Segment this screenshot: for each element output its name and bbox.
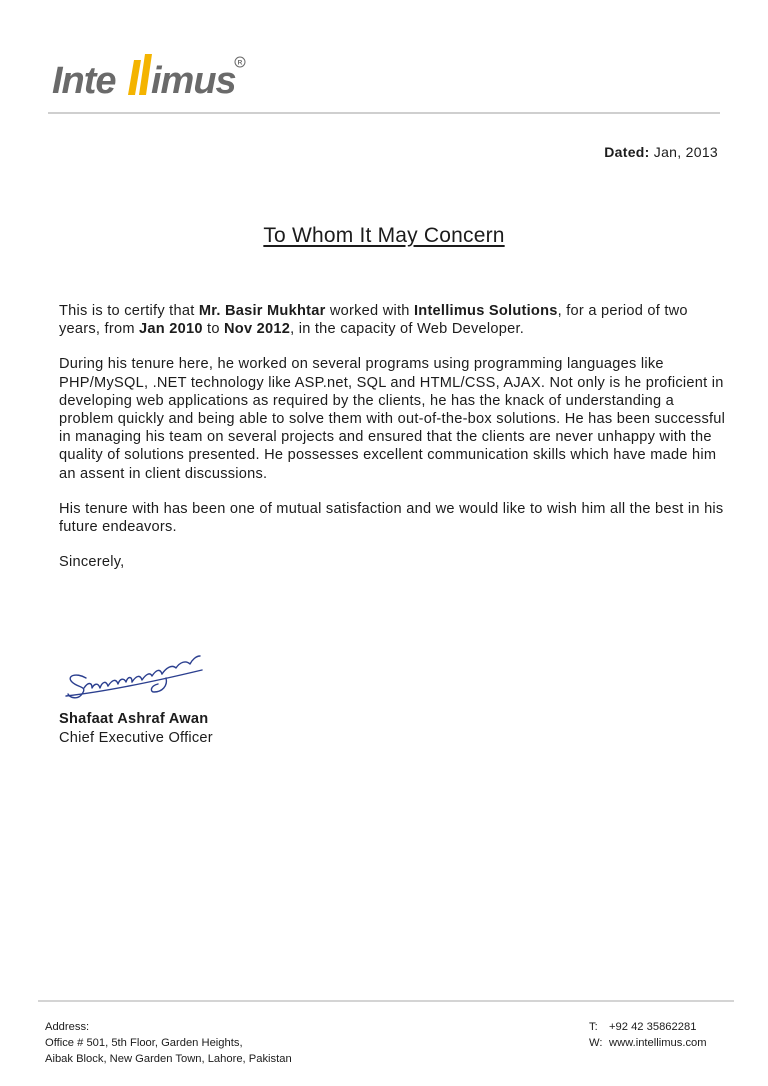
letter-body xyxy=(59,302,727,588)
closing: Sincerely, xyxy=(59,554,125,571)
paragraph-certification xyxy=(59,302,727,338)
company-name: Intellimus Solutions xyxy=(413,303,558,319)
text-run: This is to certify that xyxy=(59,303,199,319)
date-line xyxy=(604,144,718,160)
company-logo xyxy=(52,48,252,108)
signer-title: Chief Executive Officer xyxy=(59,729,213,746)
signature-mark xyxy=(62,652,212,708)
svg-text:imus: imus xyxy=(151,60,236,102)
paragraph-wishes: His tenure with has been one of mutual satisfaction and we would like to wish him all the best in his future endeavors. xyxy=(59,500,724,536)
footer-divider xyxy=(38,1000,734,1002)
svg-text:Inte: Inte xyxy=(52,60,116,102)
subject-text: To Whom It May Concern xyxy=(263,224,505,247)
website-link[interactable]: www.intellimus.com xyxy=(609,1037,707,1049)
start-date: Jan 2010 xyxy=(139,321,203,338)
signer-name: Shafaat Ashraf Awan xyxy=(59,711,209,727)
paragraph-tenure: During his tenure here, he worked on several programs using programming languages like PHP/MySQL, .NET technology like ASP.net, SQL and HTML/CSS, AJAX. Not only is he proficient in developing web applications as required by the clients, he has the knack of understanding a problem quickly and being able to solve them with out-of-the-box solutions. He has been successful in managing his team on several projects and ensured that the clients are never unhappy with the quality of solutions presented. He possesses excellent communication skills which have made him an assent in client discussions. xyxy=(59,356,726,482)
text-run: to xyxy=(202,321,224,338)
address-line-1: Office # 501, 5th Floor, Garden Heights, xyxy=(45,1037,243,1049)
header-divider xyxy=(48,112,720,114)
address-line-2: Aibak Block, New Garden Town, Lahore, Pakistan xyxy=(45,1053,292,1065)
footer-contact xyxy=(589,1019,707,1051)
text-run: worked with xyxy=(325,303,414,319)
employee-name: Mr. Basir Mukhtar xyxy=(198,303,326,319)
phone-line xyxy=(589,1019,707,1035)
date-label: Dated: xyxy=(604,144,650,160)
text-run: , for a period of two years, from xyxy=(59,303,688,338)
text-run: , in the capacity of Web Developer. xyxy=(290,321,525,338)
web-line xyxy=(589,1035,707,1051)
phone-label: T: xyxy=(589,1021,598,1033)
letter-subject xyxy=(0,224,768,248)
svg-text:R: R xyxy=(237,59,243,67)
date-value: Jan, 2013 xyxy=(653,144,718,160)
end-date: Nov 2012 xyxy=(224,321,291,338)
web-label: W: xyxy=(589,1037,603,1049)
address-label: Address: xyxy=(45,1021,90,1033)
footer-address xyxy=(45,1019,292,1067)
signer-block xyxy=(59,710,213,747)
phone-number: +92 42 35862281 xyxy=(609,1021,697,1033)
